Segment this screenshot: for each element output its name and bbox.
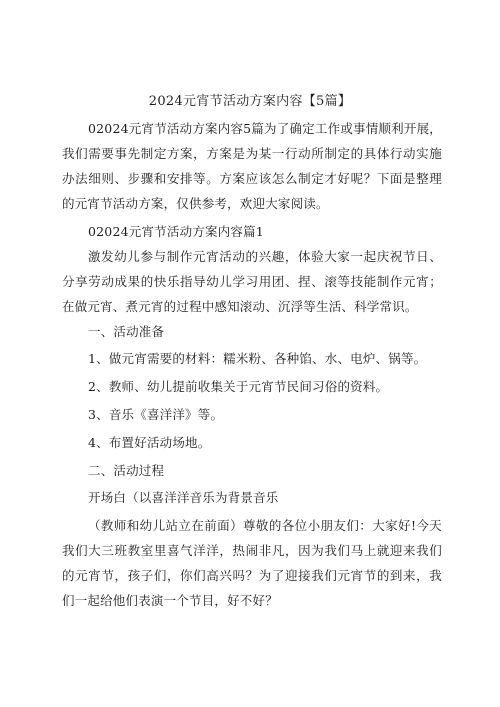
prep-heading: 一、活动准备 (88, 324, 165, 339)
prep-item-1: 1、做元宵需要的材料：糯米粉、各种馅、水、电炉、锅等。 (88, 351, 427, 366)
speech-paragraph: （教师和幼儿站立在前面）尊敬的各位小朋友们：大家好!今天我们大三班教室里喜气洋洋，热闹非凡，因为我们马上就迎来我们的元宵节，孩子们，你们高兴吗？为了迎接我们元宵节的到来，我们一起给他们表演一个节目，好不好？ (62, 518, 442, 608)
section-heading: 02024元宵节活动方案内容篇1 (88, 224, 264, 239)
prep-item-3: 3、音乐《喜洋洋》等。 (88, 407, 224, 422)
opening-line: 开场白（以喜洋洋音乐为背景音乐 (88, 490, 279, 505)
intro-paragraph: 02024元宵节活动方案内容5篇为了确定工作或事情顺利开展，我们需要事先制定方案，方案是为某一行动所制定的具体行动实施办法细则、步骤和安排等。方案应该怎么制定才好呢？下面是整理的元宵节活动方案，仅供参考，欢迎大家阅读。 (62, 121, 442, 211)
goal-paragraph: 激发幼儿参与制作元宵活动的兴趣，体验大家一起庆祝节日、分享劳动成果的快乐指导幼儿学习用团、捏、滚等技能制作元宵；在做元宵、煮元宵的过程中感知滚动、沉浮等生活、科学常识。 (62, 249, 442, 314)
prep-item-4: 4、布置好活动场地。 (88, 435, 211, 450)
prep-item-2: 2、教师、幼儿提前收集关于元宵节民间习俗的资料。 (88, 379, 389, 394)
process-heading: 二、活动过程 (88, 463, 165, 478)
document-title: 2024元宵节活动方案内容【5篇】 (148, 94, 352, 109)
